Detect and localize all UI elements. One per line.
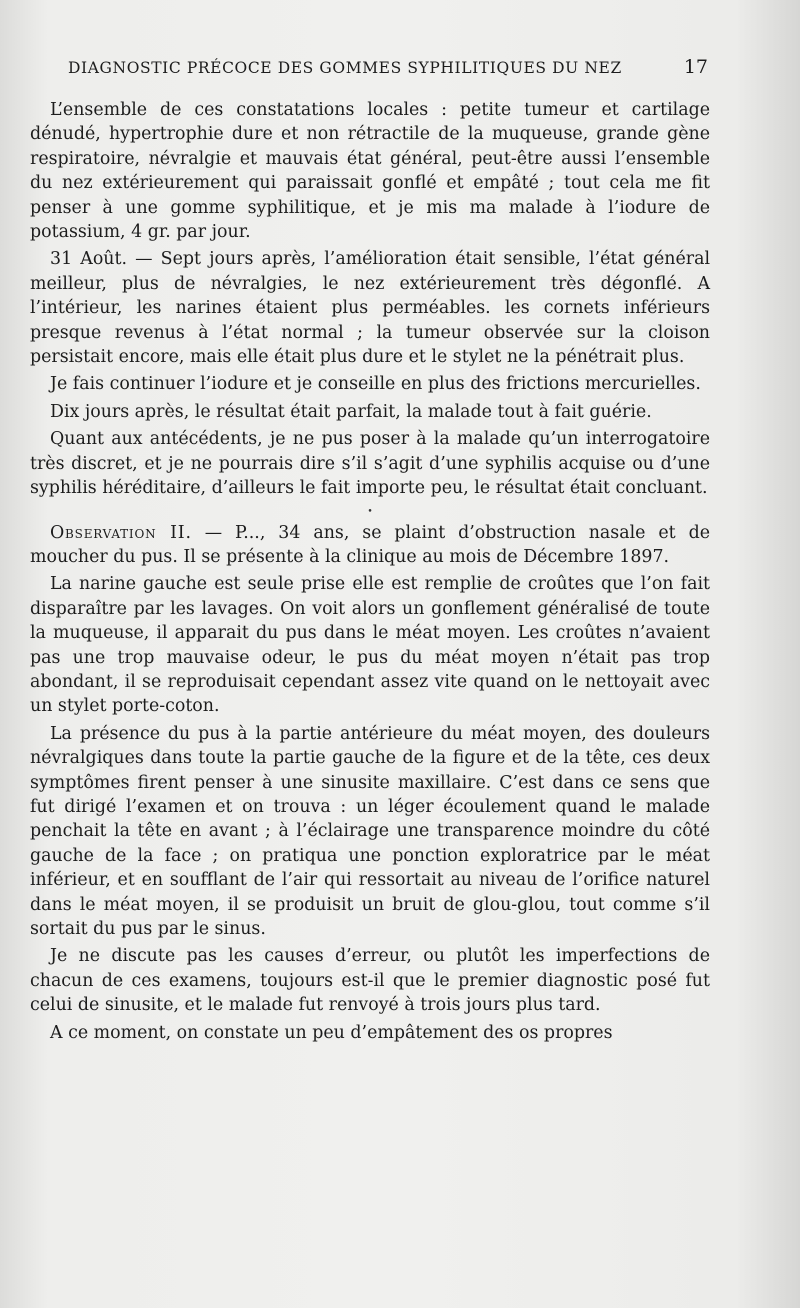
observation-label: Observation II. [50, 522, 192, 543]
observation-text: — P..., 34 ans, se plaint d’obstruction nasale et de moucher du pus. Il se présente à la clinique au mois de Décembre 1897. [30, 522, 710, 567]
paragraph: Je fais continuer l’iodure et je conseille en plus des frictions mercurielles. [50, 374, 701, 395]
page-number: 17 [683, 56, 708, 78]
paragraph: Quant aux antécédents, je ne pus poser à la malade qu’un interrogatoire très discret, et je ne pourrais dire s’il s’agit d’une syphilis acquise ou d’une syphilis héréditaire, d’ailleurs le fait importe peu, le résultat était concluant. [30, 429, 710, 499]
running-title: DIAGNOSTIC PRÉCOCE DES GOMMES SYPHILITIQUES DU NEZ [68, 59, 622, 77]
page-body [30, 98, 710, 1045]
paragraph: La présence du pus à la partie antérieure du méat moyen, des douleurs névralgiques dans toute la partie gauche de la figure et de la tête, ces deux symptômes firent penser à une sinusite maxillaire. C’est dans ce sens que fut dirigé l’examen et on trouva : un léger écoulement quand le malade penchait la tête en avant ; à l’éclairage une transparence moindre du côté gauche de la face ; on pratiqua une ponction exploratrice par le méat inférieur, et en soufflant de l’air qui ressortait au niveau de l’orifice naturel dans le méat moyen, il se produisit un bruit de glou-glou, tout comme s’il sortait du pus par le sinus. [30, 723, 710, 939]
paragraph: La narine gauche est seule prise elle est remplie de croûtes que l’on fait disparaître par les lavages. On voit alors un gonflement généralisé de toute la muqueuse, il apparait du pus dans le méat moyen. Les croûtes n’avaient pas une trop mauvaise odeur, le pus du méat moyen n’était pas trop abondant, il se reproduisait cependant assez vite quand on le nettoyait avec un stylet porte-coton. [30, 574, 710, 717]
paragraph: 31 Août. — Sept jours après, l’amélioration était sensible, l’état général meilleur, plus de névralgies, le nez extérieurement très dégonflé. A l’intérieur, les narines étaient plus perméables. les cornets inférieurs presque revenus à l’état normal ; la tumeur observée sur la cloison persistait encore, mais elle était plus dure et le stylet ne la pénétrait plus. [30, 249, 710, 368]
observation-heading-paragraph [30, 521, 710, 570]
paragraph: L’ensemble de ces constatations locales : petite tumeur et cartilage dénudé, hypertrophie dure et non rétractile de la muqueuse, grande gène respiratoire, névralgie et mauvais état général, peut-être aussi l’ensemble du nez extérieurement qui paraissait gonflé et empâté ; tout cela me fit penser à une gomme syphilitique, et je mis ma malade à l’iodure de potassium, 4 gr. par jour. [30, 100, 710, 243]
section-separator: • [367, 506, 373, 517]
running-header [68, 56, 708, 78]
paragraph: A ce moment, on constate un peu d’empâtement des os propres [50, 1022, 613, 1043]
paragraph: Je ne discute pas les causes d’erreur, ou plutôt les imperfections de chacun de ces examens, toujours est-il que le premier diagnostic posé fut celui de sinusite, et le malade fut renvoyé à trois jours plus tard. [30, 946, 710, 1016]
paragraph: Dix jours après, le résultat était parfait, la malade tout à fait guérie. [50, 401, 652, 422]
